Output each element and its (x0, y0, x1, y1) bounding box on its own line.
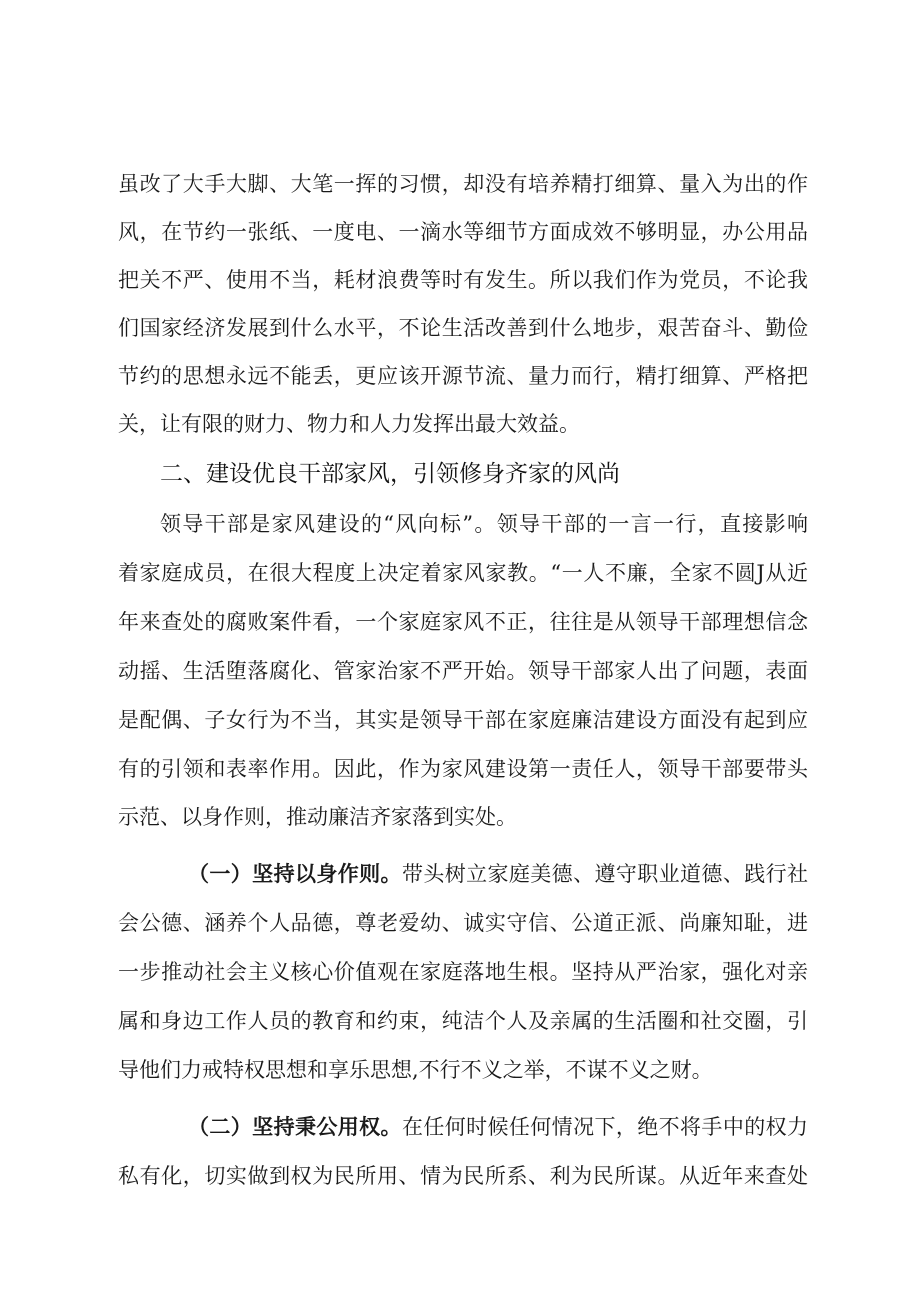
point-two-title: （二）坚持秉公用权。 (188, 1115, 402, 1139)
paragraph-line: 年来查处的腐败案件看，一个家庭家风不正，往往是从领导干部理想信念 (118, 610, 808, 634)
point-one-first-line (188, 858, 808, 890)
point-two-first-line (188, 1111, 808, 1143)
paragraph-line: 把关不严、使用不当，耗材浪费等时有发生。所以我们作为党员，不论我 (118, 268, 808, 292)
point-two-text: 在任何时候任何情况下，绝不将手中的权力 (401, 1115, 808, 1139)
paragraph-line: 虽改了大手大脚、大笔一挥的习惯，却没有培养精打细算、量入为出的作 (118, 172, 808, 196)
paragraph-line: 关，让有限的财力、物力和人力发挥出最大效益。 (118, 412, 580, 436)
paragraph-line: 一步推动社会主义核心价值观在家庭落地生根。坚持从严治家，强化对亲 (118, 960, 808, 984)
paragraph-line: 是配偶、子女行为不当，其实是领导干部在家庭廉洁建设方面没有起到应 (118, 708, 808, 732)
paragraph-line: 私有化，切实做到权为民所用、情为民所系、利为民所谋。从近年来查处 (118, 1164, 808, 1188)
paragraph-line: 会公德、涵养个人品德，尊老爱幼、诚实守信、公道正派、尚廉知耻，进 (118, 911, 808, 935)
paragraph-line: 有的引领和表率作用。因此，作为家风建设第一责任人，领导干部要带头 (118, 757, 808, 781)
paragraph-line: 节约的思想永远不能丢，更应该开源节流、量力而行，精打细算、严格把 (118, 364, 808, 388)
section-heading: 二、建设优良干部家风，引领修身齐家的风尚 (160, 461, 620, 487)
paragraph-line: 领导干部是家风建设的“风向标”。领导干部的一言一行，直接影响 (160, 512, 808, 536)
paragraph-line: 示范、以身作则，推动廉洁齐家落到实处。 (118, 805, 517, 829)
point-one-title: （一）坚持以身作则。 (188, 862, 402, 886)
paragraph-line: 属和身边工作人员的教育和约束，纯洁个人及亲属的生活圈和社交圈，引 (118, 1009, 808, 1033)
paragraph-line: 着家庭成员，在很大程度上决定着家风家教。“一人不廉，全家不圆J从近 (118, 561, 808, 585)
paragraph-line: 们国家经济发展到什么水平，不论生活改善到什么地步，艰苦奋斗、勤俭 (118, 316, 808, 340)
point-one-text: 带头树立家庭美德、遵守职业道德、践行社 (401, 862, 808, 886)
paragraph-line: 风，在节约一张纸、一度电、一滴水等细节方面成效不够明显，办公用品 (118, 220, 808, 244)
paragraph-line: 导他们力戒特权思想和享乐思想,不行不义之举，不谋不义之财。 (118, 1058, 713, 1082)
paragraph-line: 动摇、生活堕落腐化、管家治家不严开始。领导干部家人出了问题，表面 (118, 659, 808, 683)
